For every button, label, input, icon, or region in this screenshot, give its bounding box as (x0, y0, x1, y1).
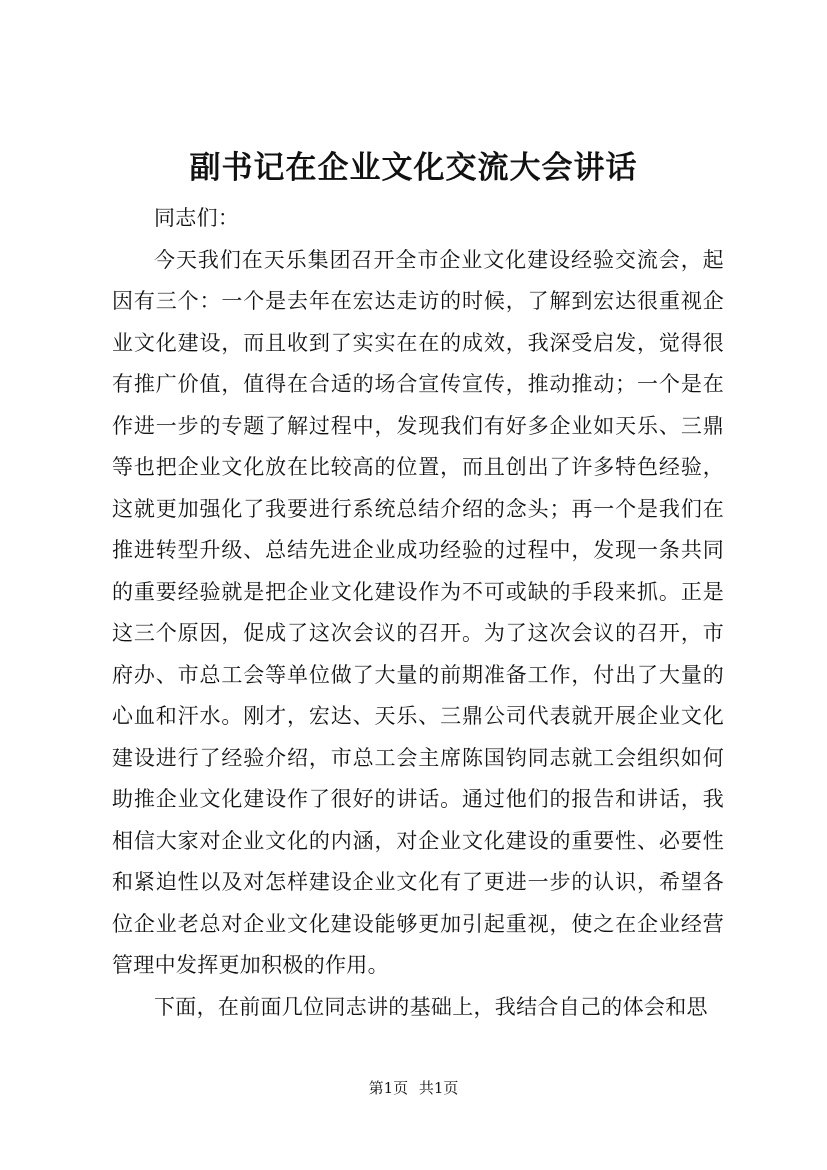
paragraph-2: 下面，在前面几位同志讲的基础上，我结合自己的体会和思 (154, 994, 708, 1019)
page-footer (0, 1078, 827, 1098)
page-total: 共1页 (418, 1079, 459, 1097)
document-body (112, 198, 724, 1028)
document-title: 副书记在企业文化交流大会讲话 (189, 150, 638, 186)
salutation: 同志们： (154, 206, 240, 230)
paragraph-1: 今天我们在天乐集团召开全市企业文化建设经验交流会，起因有三个：一个是去年在宏达走访的时候，了解到宏达很重视企业文化建设，而且收到了实实在在的成效，我深受启发，觉得很有推广价值，值得在合适的场合宣传宣传，推动推动；一个是在作进一步的专题了解过程中，发现我们有好多企业如天乐、三鼎等也把企业文化放在比较高的位置，而且创出了许多特色经验，这就更加强化了我要进行系统总结介绍的念头；再一个是我们在推进转型升级、总结先进企业成功经验的过程中，发现一条共同的重要经验就是把企业文化建设作为不可或缺的手段来抓。正是这三个原因，促成了这次会议的召开。为了这次会议的召开，市府办、市总工会等单位做了大量的前期准备工作，付出了大量的心血和汗水。刚才，宏达、天乐、三鼎公司代表就开展企业文化建设进行了经验介绍，市总工会主席陈国钧同志就工会组织如何助推企业文化建设作了很好的讲话。通过他们的报告和讲话，我相信大家对企业文化的内涵，对企业文化建设的重要性、必要性和紧迫性以及对怎样建设企业文化有了更进一步的认识，希望各位企业老总对企业文化建设能够更加引起重视，使之在企业经营管理中发挥更加积极的作用。 (112, 247, 724, 977)
page-number: 第1页 (368, 1079, 409, 1097)
